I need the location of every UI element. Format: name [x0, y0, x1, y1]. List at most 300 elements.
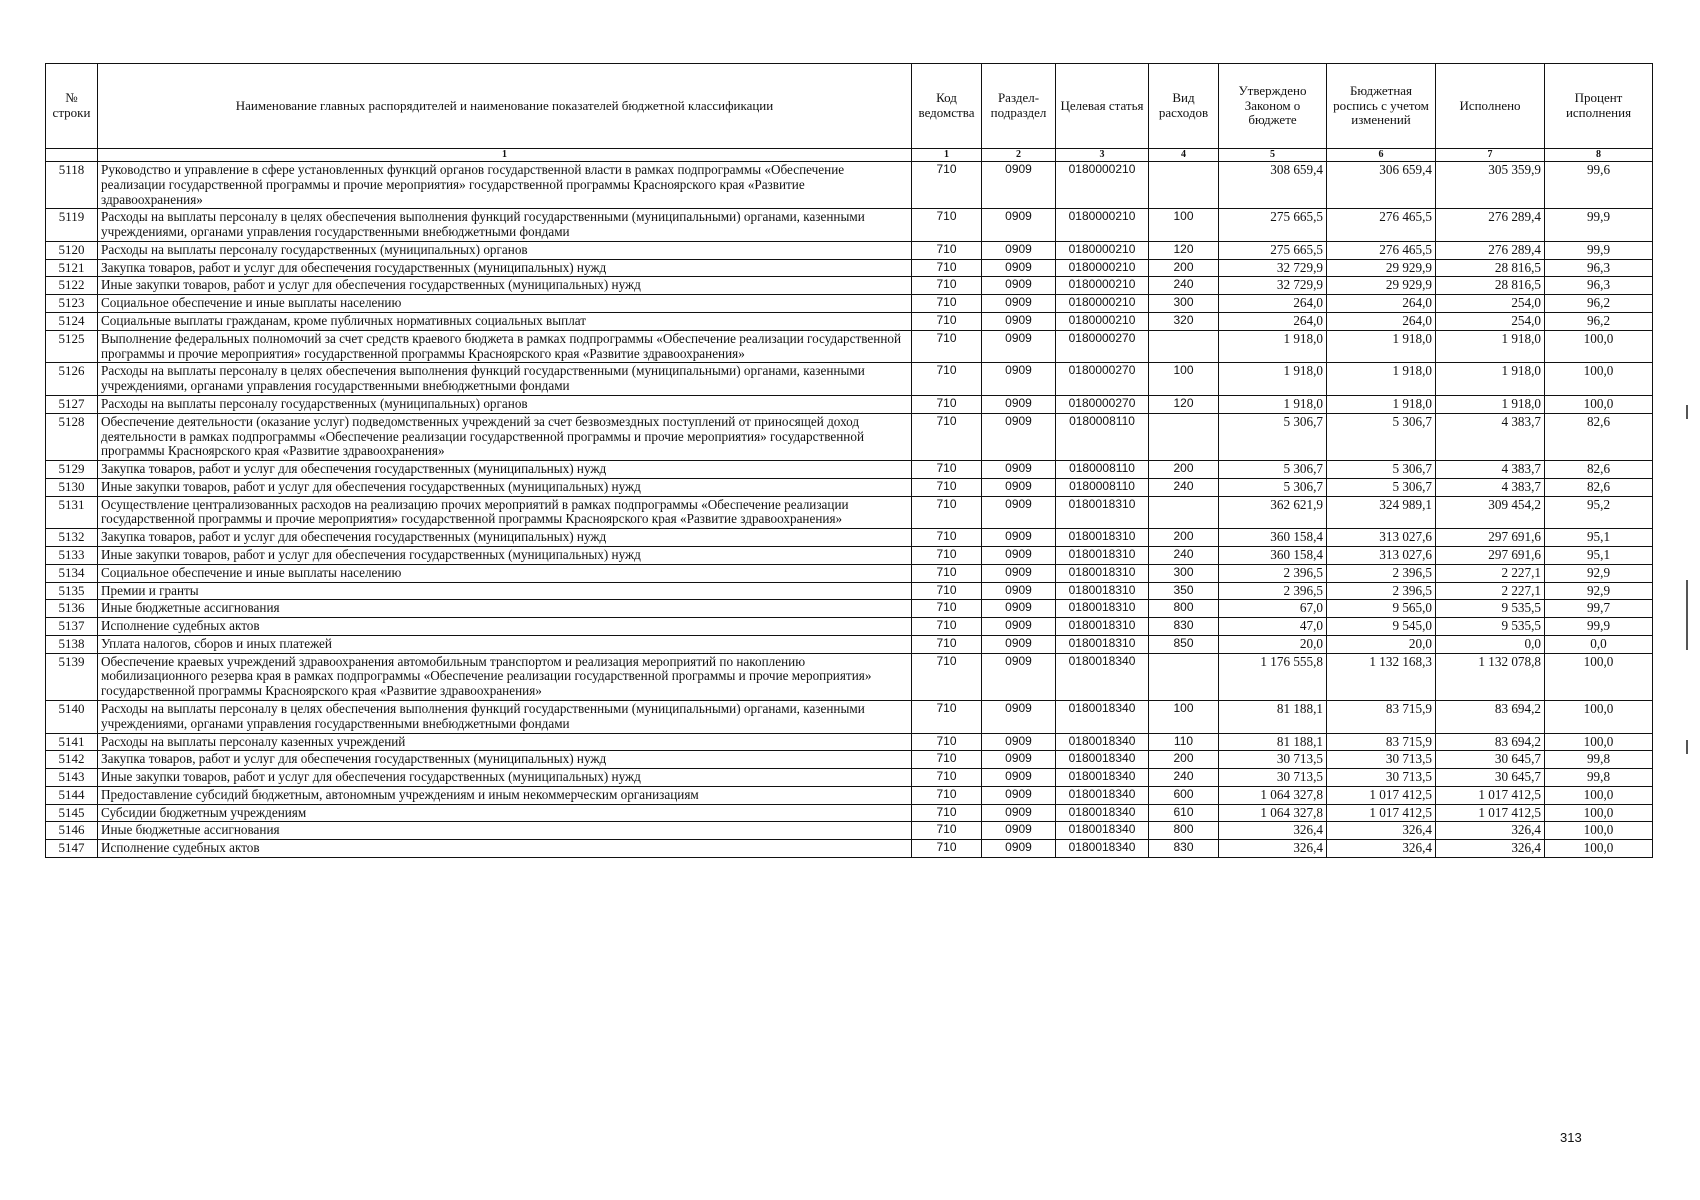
target-item-code: 0180000270 [1056, 395, 1149, 413]
executed-amount: 276 289,4 [1436, 241, 1545, 259]
section-code: 0909 [982, 478, 1056, 496]
header-percent: Процент исполнения [1545, 64, 1653, 149]
approved-amount: 264,0 [1219, 313, 1327, 331]
column-number: 2 [982, 149, 1056, 162]
table-row [46, 635, 1653, 653]
section-code: 0909 [982, 733, 1056, 751]
expense-kind-code: 240 [1149, 277, 1219, 295]
approved-amount: 362 621,9 [1219, 496, 1327, 529]
row-name: Субсидии бюджетным учреждениям [98, 804, 912, 822]
executed-amount: 1 918,0 [1436, 330, 1545, 363]
row-number: 5133 [46, 546, 98, 564]
execution-percent: 100,0 [1545, 653, 1653, 700]
approved-amount: 360 158,4 [1219, 529, 1327, 547]
section-code: 0909 [982, 582, 1056, 600]
department-code: 710 [912, 496, 982, 529]
expense-kind-code: 200 [1149, 461, 1219, 479]
table-row [46, 529, 1653, 547]
revised-amount: 1 017 412,5 [1327, 804, 1436, 822]
section-code: 0909 [982, 751, 1056, 769]
department-code: 710 [912, 769, 982, 787]
row-number: 5118 [46, 162, 98, 209]
executed-amount: 254,0 [1436, 313, 1545, 331]
table-row [46, 546, 1653, 564]
execution-percent: 99,8 [1545, 769, 1653, 787]
department-code: 710 [912, 786, 982, 804]
department-code: 710 [912, 635, 982, 653]
expense-kind-code: 100 [1149, 363, 1219, 396]
row-number: 5138 [46, 635, 98, 653]
row-name: Социальное обеспечение и иные выплаты населению [98, 295, 912, 313]
row-name: Иные закупки товаров, работ и услуг для обеспечения государственных (муниципальных) нужд [98, 478, 912, 496]
execution-percent: 100,0 [1545, 733, 1653, 751]
expense-kind-code: 600 [1149, 786, 1219, 804]
target-item-code: 0180000210 [1056, 295, 1149, 313]
revised-amount: 306 659,4 [1327, 162, 1436, 209]
row-name: Социальное обеспечение и иные выплаты населению [98, 564, 912, 582]
table-row [46, 162, 1653, 209]
table-row [46, 496, 1653, 529]
department-code: 710 [912, 564, 982, 582]
row-number: 5121 [46, 259, 98, 277]
table-row [46, 241, 1653, 259]
approved-amount: 67,0 [1219, 600, 1327, 618]
row-name: Расходы на выплаты персоналу государственных (муниципальных) органов [98, 395, 912, 413]
header-row-number: № строки [46, 64, 98, 149]
executed-amount: 83 694,2 [1436, 733, 1545, 751]
approved-amount: 1 918,0 [1219, 363, 1327, 396]
execution-percent: 96,2 [1545, 313, 1653, 331]
expense-kind-code: 350 [1149, 582, 1219, 600]
expense-kind-code: 830 [1149, 618, 1219, 636]
row-number: 5137 [46, 618, 98, 636]
execution-percent: 100,0 [1545, 330, 1653, 363]
table-row [46, 363, 1653, 396]
target-item-code: 0180018340 [1056, 769, 1149, 787]
target-item-code: 0180018310 [1056, 564, 1149, 582]
department-code: 710 [912, 209, 982, 242]
column-number: 7 [1436, 149, 1545, 162]
section-code: 0909 [982, 162, 1056, 209]
revised-amount: 1 132 168,3 [1327, 653, 1436, 700]
column-number: 1 [912, 149, 982, 162]
table-row [46, 600, 1653, 618]
target-item-code: 0180018340 [1056, 804, 1149, 822]
target-item-code: 0180000210 [1056, 162, 1149, 209]
row-name: Выполнение федеральных полномочий за счет средств краевого бюджета в рамках подпрограммы «Обеспечение реализации государственной программы и прочие мероприятия» государственной программы Красноярского края «Развитие здравоохранения» [98, 330, 912, 363]
executed-amount: 276 289,4 [1436, 209, 1545, 242]
execution-percent: 99,9 [1545, 618, 1653, 636]
target-item-code: 0180000210 [1056, 241, 1149, 259]
executed-amount: 9 535,5 [1436, 600, 1545, 618]
table-row [46, 330, 1653, 363]
row-name: Уплата налогов, сборов и иных платежей [98, 635, 912, 653]
approved-amount: 360 158,4 [1219, 546, 1327, 564]
approved-amount: 47,0 [1219, 618, 1327, 636]
revised-amount: 20,0 [1327, 635, 1436, 653]
target-item-code: 0180000270 [1056, 330, 1149, 363]
section-code: 0909 [982, 546, 1056, 564]
table-row [46, 582, 1653, 600]
target-item-code: 0180018310 [1056, 546, 1149, 564]
section-code: 0909 [982, 496, 1056, 529]
department-code: 710 [912, 461, 982, 479]
row-number: 5130 [46, 478, 98, 496]
row-number: 5120 [46, 241, 98, 259]
executed-amount: 30 645,7 [1436, 751, 1545, 769]
executed-amount: 1 017 412,5 [1436, 804, 1545, 822]
table-row [46, 313, 1653, 331]
section-code: 0909 [982, 277, 1056, 295]
table-row [46, 751, 1653, 769]
department-code: 710 [912, 653, 982, 700]
header-approved: Утверждено Законом о бюджете [1219, 64, 1327, 149]
table-row [46, 786, 1653, 804]
execution-percent: 100,0 [1545, 840, 1653, 858]
revised-amount: 276 465,5 [1327, 241, 1436, 259]
target-item-code: 0180000270 [1056, 363, 1149, 396]
revised-amount: 2 396,5 [1327, 582, 1436, 600]
table-row [46, 804, 1653, 822]
header-name: Наименование главных распорядителей и наименование показателей бюджетной классификации [98, 64, 912, 149]
revised-amount: 264,0 [1327, 313, 1436, 331]
row-name: Исполнение судебных актов [98, 840, 912, 858]
section-code: 0909 [982, 363, 1056, 396]
approved-amount: 30 713,5 [1219, 751, 1327, 769]
row-name: Руководство и управление в сфере установленных функций органов государственной власти в рамках подпрограммы «Обеспечение реализации государственной программы и прочие мероприятия» государственной программы Красноярского края «Развитие здравоохранения» [98, 162, 912, 209]
header-expense-kind: Вид расходов [1149, 64, 1219, 149]
table-row [46, 277, 1653, 295]
approved-amount: 275 665,5 [1219, 241, 1327, 259]
target-item-code: 0180008110 [1056, 413, 1149, 460]
scan-edge-mark [1686, 405, 1688, 419]
execution-percent: 100,0 [1545, 804, 1653, 822]
executed-amount: 326,4 [1436, 840, 1545, 858]
target-item-code: 0180018340 [1056, 840, 1149, 858]
target-item-code: 0180018340 [1056, 701, 1149, 734]
execution-percent: 82,6 [1545, 461, 1653, 479]
table-row [46, 395, 1653, 413]
row-name: Расходы на выплаты персоналу государственных (муниципальных) органов [98, 241, 912, 259]
approved-amount: 20,0 [1219, 635, 1327, 653]
executed-amount: 326,4 [1436, 822, 1545, 840]
section-code: 0909 [982, 209, 1056, 242]
table-row [46, 478, 1653, 496]
department-code: 710 [912, 804, 982, 822]
row-name: Расходы на выплаты персоналу казенных учреждений [98, 733, 912, 751]
section-code: 0909 [982, 600, 1056, 618]
revised-amount: 264,0 [1327, 295, 1436, 313]
department-code: 710 [912, 478, 982, 496]
scan-edge-mark [1686, 740, 1688, 754]
section-code: 0909 [982, 786, 1056, 804]
expense-kind-code: 610 [1149, 804, 1219, 822]
execution-percent: 100,0 [1545, 701, 1653, 734]
approved-amount: 1 918,0 [1219, 395, 1327, 413]
approved-amount: 1 064 327,8 [1219, 786, 1327, 804]
department-code: 710 [912, 395, 982, 413]
executed-amount: 4 383,7 [1436, 478, 1545, 496]
column-number-row [46, 149, 1653, 162]
table-row [46, 840, 1653, 858]
row-name: Иные закупки товаров, работ и услуг для обеспечения государственных (муниципальных) нужд [98, 769, 912, 787]
header-target-item: Целевая статья [1056, 64, 1149, 149]
budget-execution-table [45, 63, 1653, 858]
row-name: Расходы на выплаты персоналу в целях обеспечения выполнения функций государственными (муниципальными) органами, казенными учреждениями, органами управления государственными внебюджетными фондами [98, 701, 912, 734]
header-revised: Бюджетная роспись с учетом изменений [1327, 64, 1436, 149]
revised-amount: 313 027,6 [1327, 529, 1436, 547]
department-code: 710 [912, 582, 982, 600]
row-number: 5129 [46, 461, 98, 479]
department-code: 710 [912, 413, 982, 460]
revised-amount: 2 396,5 [1327, 564, 1436, 582]
section-code: 0909 [982, 529, 1056, 547]
table-row [46, 733, 1653, 751]
table-row [46, 769, 1653, 787]
department-code: 710 [912, 330, 982, 363]
row-number: 5134 [46, 564, 98, 582]
target-item-code: 0180000210 [1056, 313, 1149, 331]
approved-amount: 1 918,0 [1219, 330, 1327, 363]
department-code: 710 [912, 701, 982, 734]
table-body [46, 162, 1653, 858]
execution-percent: 99,7 [1545, 600, 1653, 618]
section-code: 0909 [982, 653, 1056, 700]
approved-amount: 2 396,5 [1219, 582, 1327, 600]
department-code: 710 [912, 241, 982, 259]
row-number: 5135 [46, 582, 98, 600]
execution-percent: 92,9 [1545, 564, 1653, 582]
executed-amount: 28 816,5 [1436, 277, 1545, 295]
execution-percent: 99,9 [1545, 241, 1653, 259]
row-number: 5131 [46, 496, 98, 529]
expense-kind-code [1149, 330, 1219, 363]
row-number: 5140 [46, 701, 98, 734]
column-number: 6 [1327, 149, 1436, 162]
table-row [46, 701, 1653, 734]
column-number: 1 [98, 149, 912, 162]
row-name: Социальные выплаты гражданам, кроме публичных нормативных социальных выплат [98, 313, 912, 331]
revised-amount: 5 306,7 [1327, 413, 1436, 460]
execution-percent: 82,6 [1545, 478, 1653, 496]
executed-amount: 30 645,7 [1436, 769, 1545, 787]
expense-kind-code [1149, 413, 1219, 460]
target-item-code: 0180018310 [1056, 635, 1149, 653]
table-row [46, 618, 1653, 636]
expense-kind-code: 300 [1149, 564, 1219, 582]
revised-amount: 1 017 412,5 [1327, 786, 1436, 804]
section-code: 0909 [982, 313, 1056, 331]
department-code: 710 [912, 363, 982, 396]
section-code: 0909 [982, 701, 1056, 734]
department-code: 710 [912, 295, 982, 313]
row-name: Иные закупки товаров, работ и услуг для обеспечения государственных (муниципальных) нужд [98, 546, 912, 564]
revised-amount: 9 565,0 [1327, 600, 1436, 618]
expense-kind-code: 830 [1149, 840, 1219, 858]
target-item-code: 0180018340 [1056, 751, 1149, 769]
revised-amount: 1 918,0 [1327, 330, 1436, 363]
executed-amount: 254,0 [1436, 295, 1545, 313]
row-number: 5124 [46, 313, 98, 331]
expense-kind-code: 800 [1149, 600, 1219, 618]
approved-amount: 326,4 [1219, 822, 1327, 840]
target-item-code: 0180018310 [1056, 496, 1149, 529]
expense-kind-code: 100 [1149, 209, 1219, 242]
expense-kind-code [1149, 496, 1219, 529]
executed-amount: 2 227,1 [1436, 582, 1545, 600]
execution-percent: 95,2 [1545, 496, 1653, 529]
execution-percent: 99,9 [1545, 209, 1653, 242]
section-code: 0909 [982, 330, 1056, 363]
header-executed: Исполнено [1436, 64, 1545, 149]
execution-percent: 0,0 [1545, 635, 1653, 653]
row-number: 5146 [46, 822, 98, 840]
row-number: 5147 [46, 840, 98, 858]
row-number: 5141 [46, 733, 98, 751]
column-number [46, 149, 98, 162]
expense-kind-code: 300 [1149, 295, 1219, 313]
execution-percent: 96,2 [1545, 295, 1653, 313]
table-row [46, 209, 1653, 242]
target-item-code: 0180008110 [1056, 461, 1149, 479]
expense-kind-code: 200 [1149, 529, 1219, 547]
row-name: Иные бюджетные ассигнования [98, 600, 912, 618]
row-name: Закупка товаров, работ и услуг для обеспечения государственных (муниципальных) нужд [98, 751, 912, 769]
executed-amount: 1 918,0 [1436, 363, 1545, 396]
column-number: 3 [1056, 149, 1149, 162]
section-code: 0909 [982, 259, 1056, 277]
executed-amount: 1 017 412,5 [1436, 786, 1545, 804]
revised-amount: 29 929,9 [1327, 259, 1436, 277]
expense-kind-code [1149, 653, 1219, 700]
row-name: Предоставление субсидий бюджетным, автономным учреждениям и иным некоммерческим организациям [98, 786, 912, 804]
row-number: 5126 [46, 363, 98, 396]
execution-percent: 96,3 [1545, 277, 1653, 295]
execution-percent: 99,6 [1545, 162, 1653, 209]
scan-edge-mark [1686, 580, 1688, 650]
row-number: 5119 [46, 209, 98, 242]
row-name: Расходы на выплаты персоналу в целях обеспечения выполнения функций государственными (муниципальными) органами, казенными учреждениями, органами управления государственными внебюджетными фондами [98, 209, 912, 242]
expense-kind-code: 240 [1149, 546, 1219, 564]
header-department-code: Код ведомства [912, 64, 982, 149]
approved-amount: 81 188,1 [1219, 701, 1327, 734]
row-name: Исполнение судебных актов [98, 618, 912, 636]
expense-kind-code: 850 [1149, 635, 1219, 653]
department-code: 710 [912, 600, 982, 618]
section-code: 0909 [982, 804, 1056, 822]
row-number: 5143 [46, 769, 98, 787]
row-name: Закупка товаров, работ и услуг для обеспечения государственных (муниципальных) нужд [98, 259, 912, 277]
revised-amount: 9 545,0 [1327, 618, 1436, 636]
department-code: 710 [912, 259, 982, 277]
section-code: 0909 [982, 769, 1056, 787]
execution-percent: 95,1 [1545, 546, 1653, 564]
section-code: 0909 [982, 395, 1056, 413]
approved-amount: 264,0 [1219, 295, 1327, 313]
table-row [46, 461, 1653, 479]
row-number: 5145 [46, 804, 98, 822]
executed-amount: 309 454,2 [1436, 496, 1545, 529]
executed-amount: 297 691,6 [1436, 529, 1545, 547]
approved-amount: 2 396,5 [1219, 564, 1327, 582]
row-name: Обеспечение краевых учреждений здравоохранения автомобильным транспортом и реализация мероприятий по накоплению мобилизационного резерва края в рамках подпрограммы «Обеспечение реализации государственной программы и прочие мероприятия» государственной программы Красноярского края «Развитие здравоохранения» [98, 653, 912, 700]
row-number: 5136 [46, 600, 98, 618]
section-code: 0909 [982, 618, 1056, 636]
executed-amount: 297 691,6 [1436, 546, 1545, 564]
executed-amount: 1 132 078,8 [1436, 653, 1545, 700]
approved-amount: 1 176 555,8 [1219, 653, 1327, 700]
revised-amount: 326,4 [1327, 822, 1436, 840]
section-code: 0909 [982, 413, 1056, 460]
expense-kind-code [1149, 162, 1219, 209]
expense-kind-code: 200 [1149, 751, 1219, 769]
execution-percent: 96,3 [1545, 259, 1653, 277]
expense-kind-code: 120 [1149, 241, 1219, 259]
execution-percent: 95,1 [1545, 529, 1653, 547]
executed-amount: 305 359,9 [1436, 162, 1545, 209]
expense-kind-code: 320 [1149, 313, 1219, 331]
executed-amount: 9 535,5 [1436, 618, 1545, 636]
row-number: 5123 [46, 295, 98, 313]
department-code: 710 [912, 751, 982, 769]
executed-amount: 83 694,2 [1436, 701, 1545, 734]
revised-amount: 5 306,7 [1327, 478, 1436, 496]
department-code: 710 [912, 529, 982, 547]
row-name: Иные закупки товаров, работ и услуг для обеспечения государственных (муниципальных) нужд [98, 277, 912, 295]
department-code: 710 [912, 313, 982, 331]
row-name: Закупка товаров, работ и услуг для обеспечения государственных (муниципальных) нужд [98, 461, 912, 479]
executed-amount: 4 383,7 [1436, 461, 1545, 479]
table-row [46, 653, 1653, 700]
target-item-code: 0180018340 [1056, 786, 1149, 804]
revised-amount: 30 713,5 [1327, 769, 1436, 787]
row-name: Осуществление централизованных расходов на реализацию прочих мероприятий в рамках подпрограммы «Обеспечение реализации государственной программы и прочие мероприятия» государственной программы Красноярского края «Развитие здравоохранения» [98, 496, 912, 529]
row-name: Закупка товаров, работ и услуг для обеспечения государственных (муниципальных) нужд [98, 529, 912, 547]
revised-amount: 326,4 [1327, 840, 1436, 858]
executed-amount: 2 227,1 [1436, 564, 1545, 582]
executed-amount: 4 383,7 [1436, 413, 1545, 460]
execution-percent: 100,0 [1545, 786, 1653, 804]
section-code: 0909 [982, 241, 1056, 259]
target-item-code: 0180018310 [1056, 618, 1149, 636]
target-item-code: 0180008110 [1056, 478, 1149, 496]
approved-amount: 1 064 327,8 [1219, 804, 1327, 822]
row-number: 5122 [46, 277, 98, 295]
revised-amount: 30 713,5 [1327, 751, 1436, 769]
revised-amount: 1 918,0 [1327, 395, 1436, 413]
row-number: 5128 [46, 413, 98, 460]
table-row [46, 564, 1653, 582]
department-code: 710 [912, 840, 982, 858]
expense-kind-code: 200 [1149, 259, 1219, 277]
execution-percent: 100,0 [1545, 822, 1653, 840]
row-name: Расходы на выплаты персоналу в целях обеспечения выполнения функций государственными (муниципальными) органами, казенными учреждениями, органами управления государственными внебюджетными фондами [98, 363, 912, 396]
approved-amount: 275 665,5 [1219, 209, 1327, 242]
approved-amount: 32 729,9 [1219, 259, 1327, 277]
approved-amount: 30 713,5 [1219, 769, 1327, 787]
expense-kind-code: 110 [1149, 733, 1219, 751]
executed-amount: 1 918,0 [1436, 395, 1545, 413]
revised-amount: 83 715,9 [1327, 733, 1436, 751]
expense-kind-code: 100 [1149, 701, 1219, 734]
approved-amount: 81 188,1 [1219, 733, 1327, 751]
approved-amount: 5 306,7 [1219, 413, 1327, 460]
row-number: 5127 [46, 395, 98, 413]
table-header [46, 64, 1653, 162]
executed-amount: 28 816,5 [1436, 259, 1545, 277]
section-code: 0909 [982, 822, 1056, 840]
table-row [46, 413, 1653, 460]
